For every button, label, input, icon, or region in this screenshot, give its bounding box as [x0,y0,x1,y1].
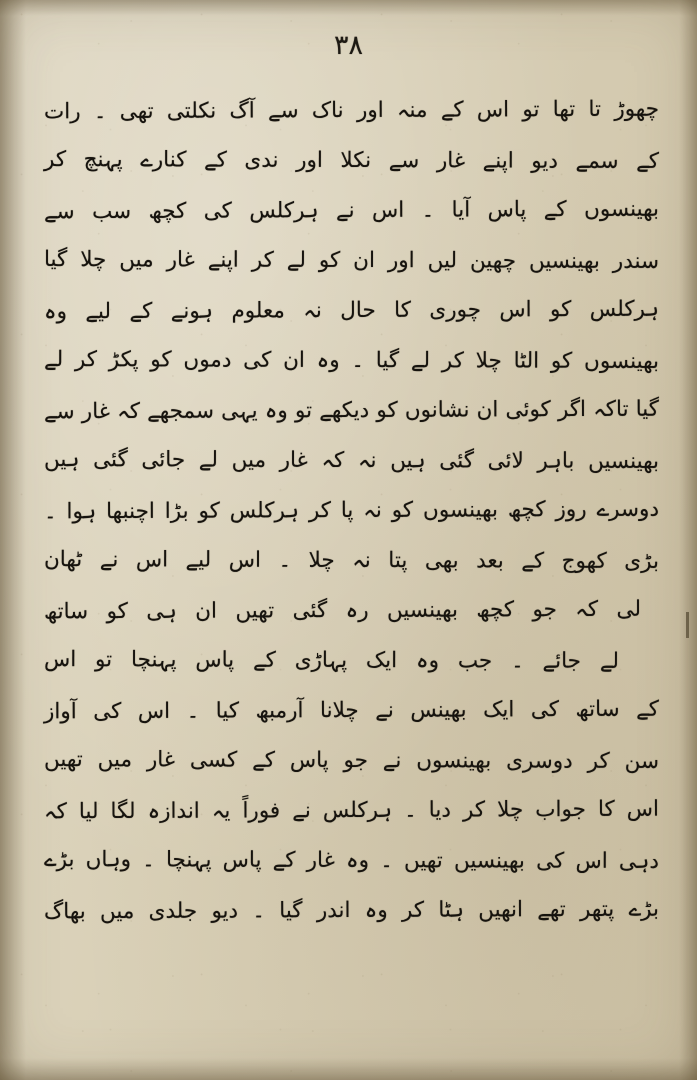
text-line: چھوڑ تا تھا تو اس کے منہ اور ناک سے آگ نکلتی تھی ۔ رات [43,96,660,125]
text-line: بھینسیں باہر لائی گئی ہیں نہ کہ غار میں لے جائی گئی ہیں [43,447,660,474]
text-line: لے جائے ۔ جب وہ ایک پہاڑی کے پاس پہنچا تو اس [43,647,620,674]
text-line: دوسرے روز کچھ بھینسوں کو نہ پا کر ہرکلس کو بڑا اچنبھا ہوا ۔ [43,496,660,525]
text-line: گیا تاکہ اگر کوئی ان نشانوں کو دیکھے تو وہ یہی سمجھے کہ غار سے [43,396,660,425]
text-line: دہی اس کی بھینسیں تھیں ۔ وہ غار کے پاس پہنچا ۔ وہاں بڑے [43,847,660,874]
page-top-shadow [0,0,697,16]
text-line: اس کا جواب چلا کر دیا ۔ ہرکلس نے فوراً یہ اندازہ لگا لیا کہ [43,796,660,825]
text-line: لی کہ جو کچھ بھینسیں رہ گئی تھیں ان ہی کو ساتھ [43,596,642,625]
body-text [44,86,659,936]
text-line: بڑے پتھر تھے انھیں ہٹا کر وہ اندر گیا ۔ دیو جلدی میں بھاگ [43,896,660,925]
text-line: سن کر دوسری بھینسوں نے جو پاس کے کسی غار میں تھیں [43,747,660,774]
text-line: ہرکلس کو اس چوری کا حال نہ معلوم ہونے کے لیے وہ [43,296,660,325]
text-line: کے ساتھ کی ایک بھینس نے چلانا آرمبھ کیا ۔ اس کی آواز [43,696,660,725]
page-right-shadow [679,0,697,1080]
text-line: سندر بھینسیں چھین لیں اور ان کو لے کر اپنے غار میں چلا گیا [43,247,660,274]
page-bottom-shadow [0,1058,697,1080]
page-left-shadow [0,0,26,1080]
text-line: بڑی کھوج کے بعد بھی پتا نہ چلا ۔ اس لیے اس نے ٹھان [43,547,660,574]
text-line: کے سمے دیو اپنے غار سے نکلا اور ندی کے کنارے پہنچ کر [43,147,660,174]
text-line: بھینسوں کو الٹا چلا کر لے گیا ۔ وہ ان کی دموں کو پکڑ کر لے [43,347,660,374]
margin-mark [686,612,689,638]
page-number: ۳۸ [333,30,363,61]
text-line: بھینسوں کے پاس آیا ۔ اس نے ہرکلس کی کچھ سب سے [43,196,660,225]
